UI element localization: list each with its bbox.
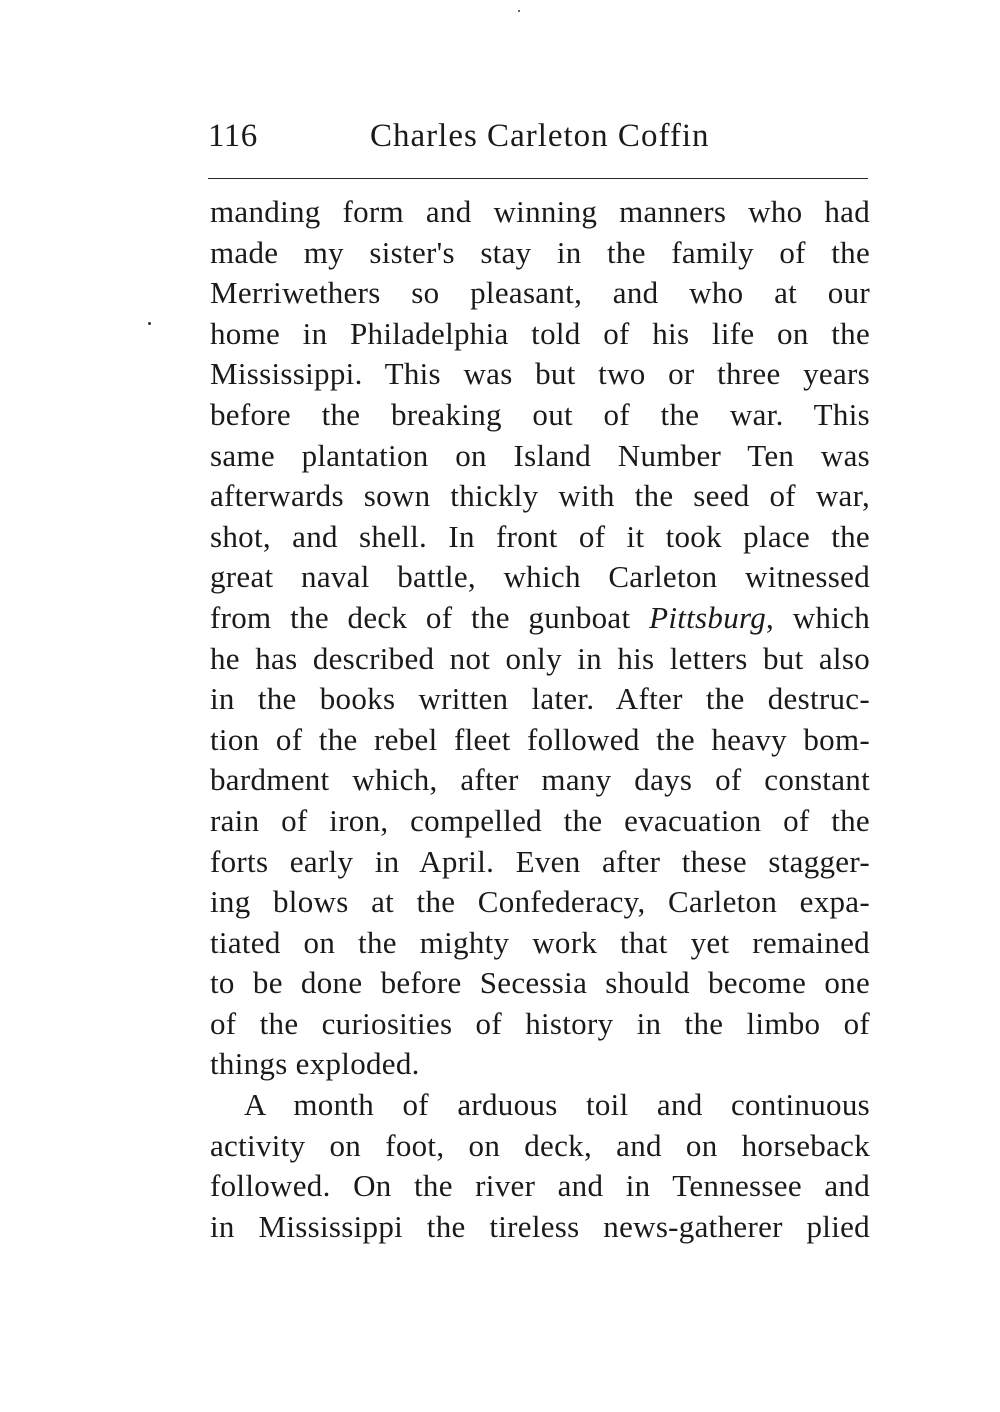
text-line: before the breaking out of the war. This: [210, 396, 870, 432]
text-line: in the books written later. After the destruc-: [210, 681, 870, 717]
page-header: [208, 118, 872, 162]
text-line: ing blows at the Confederacy, Carleton expa-: [210, 884, 870, 920]
text-line: tiated on the mighty work that yet remained: [210, 924, 870, 960]
text-line: A month of arduous toil and continuous: [244, 1087, 870, 1123]
text-segment: from the deck of the gunboat: [210, 599, 631, 635]
text-line: home in Philadelphia told of his life on the: [210, 315, 870, 351]
text-line: things exploded.: [210, 1046, 420, 1082]
header-rule: [208, 178, 868, 179]
text-line: activity on foot, on deck, and on horseback: [210, 1127, 870, 1163]
scan-speck: [148, 322, 151, 325]
text-segment: , which: [766, 599, 870, 635]
page-number: 116: [208, 118, 258, 154]
text-line: afterwards sown thickly with the seed of war,: [210, 478, 870, 514]
text-line: Mississippi. This was but two or three years: [210, 356, 870, 392]
text-line: followed. On the river and in Tennessee and: [210, 1168, 870, 1204]
scan-speck: [518, 10, 520, 12]
text-line: tion of the rebel fleet followed the heavy bom-: [210, 721, 870, 757]
text-line: to be done before Secessia should become one: [210, 965, 870, 1001]
text-line: made my sister's stay in the family of the: [210, 234, 870, 270]
text-line: rain of iron, compelled the evacuation of the: [210, 802, 870, 838]
text-line: manding form and winning manners who had: [210, 194, 870, 229]
ship-name: Pittsburg: [649, 599, 767, 635]
text-line: great naval battle, which Carleton witnessed: [210, 559, 870, 595]
body-text: [210, 192, 870, 1247]
text-line: forts early in April. Even after these stagger-: [210, 843, 870, 879]
text-line: he has described not only in his letters but also: [210, 640, 870, 676]
text-line-with-italic: [210, 598, 870, 639]
text-line: Merriwethers so pleasant, and who at our: [210, 275, 870, 311]
running-head: Charles Carleton Coffin: [370, 118, 710, 154]
text-line: shot, and shell. In front of it took place the: [210, 518, 870, 554]
text-line: bardment which, after many days of constant: [210, 762, 870, 798]
text-line: in Mississippi the tireless news-gatherer plied: [210, 1208, 870, 1244]
text-line: of the curiosities of history in the limbo of: [210, 1005, 870, 1041]
text-line: same plantation on Island Number Ten was: [210, 437, 870, 473]
